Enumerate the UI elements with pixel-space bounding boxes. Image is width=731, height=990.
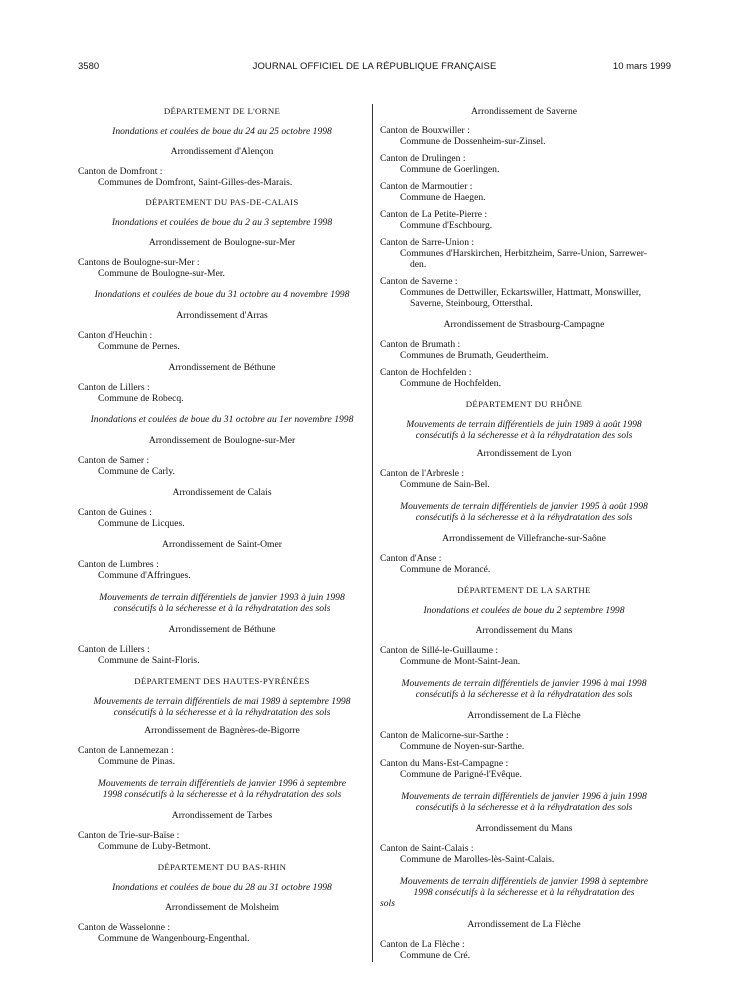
canton-label: Canton de Guines : — [78, 507, 152, 518]
commune-list: Communes de Domfront, Saint-Gilles-des-Marais. — [98, 177, 293, 188]
canton-label: Canton de Malicorne-sur-Sarthe : — [380, 730, 509, 741]
arrondissement-heading: Arrondissement de La Flèche — [467, 710, 581, 721]
arrondissement-heading: Arrondissement de Molsheim — [164, 902, 280, 913]
department-heading: DÉPARTEMENT DU RHÔNE — [465, 399, 583, 409]
commune-list: Commune de Licques. — [98, 518, 185, 529]
commune-list: Commune de Haegen. — [400, 192, 486, 203]
event-heading: Inondations et coulées de boue du 24 au 25 octobre 1998 — [112, 126, 332, 137]
canton-label: Canton de Lillers : — [78, 382, 150, 393]
commune-list: Commune de Pinas. — [98, 756, 176, 767]
canton-label: Canton de Marmoutier : — [380, 181, 473, 192]
arrondissement-heading: Arrondissement du Mans — [475, 823, 573, 834]
department-heading: DÉPARTEMENT DU BAS-RHIN — [157, 862, 287, 872]
arrondissement-heading: Arrondissement du Mans — [475, 625, 573, 636]
arrondissement-heading: Arrondissement de Tarbes — [171, 810, 273, 821]
commune-list: Commune d'Eschbourg. — [400, 220, 493, 231]
canton-label: Canton de Sarre-Union : — [380, 237, 475, 248]
canton-label: Canton de Lannemezan : — [78, 745, 174, 756]
canton-label: Canton de Wasselonne : — [78, 922, 171, 933]
commune-list: Commune de Boulogne-sur-Mer. — [98, 268, 225, 279]
commune-list: Commune de Cré. — [400, 950, 471, 961]
commune-list: Commune de Noyen-sur-Sarthe. — [400, 741, 525, 752]
event-heading: Inondations et coulées de boue du 28 au 31 octobre 1998 — [112, 882, 332, 893]
commune-list: Commune de Sain-Bel. — [400, 479, 490, 490]
canton-label: Canton de Brumath : — [380, 339, 461, 350]
department-heading: DÉPARTEMENT DES HAUTES-PYRÉNÉES — [134, 676, 310, 686]
issue-date: 10 mars 1999 — [612, 61, 671, 72]
arrondissement-heading: Arrondissement d'Alençon — [170, 146, 274, 157]
commune-list: Commune de Mont-Saint-Jean. — [400, 656, 521, 667]
event-heading: Mouvements de terrain différentiels de juin 1989 à août 1998 — [406, 419, 642, 430]
commune-list: Commune de Goerlingen. — [400, 164, 500, 175]
canton-label: Canton de Sillé-le-Guillaume : — [380, 645, 499, 656]
canton-label: Canton de Samer : — [78, 455, 150, 466]
commune-list: Commune de Wangenbourg-Engenthal. — [98, 933, 250, 944]
page-header — [78, 61, 671, 75]
arrondissement-heading: Arrondissement de Saint-Omer — [162, 539, 282, 550]
canton-label: Canton de Hochfelden : — [380, 367, 472, 378]
arrondissement-heading: Arrondissement de La Flèche — [467, 919, 581, 930]
commune-list: Commune de Pernes. — [98, 341, 180, 352]
commune-list: Commune de Dossenheim-sur-Zinsel. — [400, 136, 546, 147]
event-heading: Inondations et coulées de boue du 2 au 3 septembre 1998 — [111, 217, 333, 228]
canton-label: Canton de La Flèche : — [380, 939, 465, 950]
commune-list: Commune de Marolles-lès-Saint-Calais. — [400, 854, 555, 865]
event-heading-continued: consécutifs à la sécheresse et à la réhydratation des sols — [113, 707, 331, 718]
commune-list: Commune de Carly. — [98, 466, 175, 477]
arrondissement-heading: Arrondissement de Saverne — [470, 106, 578, 117]
event-heading-continued: consécutifs à la sécheresse et à la réhydratation des sols — [415, 802, 633, 813]
event-heading-continued: 1998 consécutifs à la sécheresse et à la réhydratation des — [413, 887, 635, 898]
event-heading-continued: consécutifs à la sécheresse et à la réhydratation des sols — [415, 689, 633, 700]
arrondissement-heading: Arrondissement de Lyon — [476, 448, 572, 459]
event-heading-continued: consécutifs à la sécheresse et à la réhydratation des sols — [415, 430, 633, 441]
event-heading-continued: consécutifs à la sécheresse et à la réhydratation des sols — [113, 603, 331, 614]
commune-list: Commune de Robecq. — [98, 393, 184, 404]
event-heading: Mouvements de terrain différentiels de mai 1989 à septembre 1998 — [93, 696, 351, 707]
canton-label: Canton du Mans-Est-Campagne : — [380, 758, 509, 769]
page-number: 3580 — [78, 61, 100, 72]
event-heading: Mouvements de terrain différentiels de janvier 1996 à mai 1998 — [401, 678, 647, 689]
commune-list: Commune de Morancé. — [400, 564, 491, 575]
event-heading: Inondations et coulées de boue du 2 septembre 1998 — [423, 605, 625, 616]
canton-label: Canton de l'Arbresle : — [380, 468, 465, 479]
commune-list: Communes d'Harskirchen, Herbitzheim, Sarre-Union, Sarrewer- — [400, 248, 647, 259]
event-heading: Mouvements de terrain différentiels de janvier 1995 à août 1998 — [400, 501, 648, 512]
event-heading-continued: sols — [380, 898, 395, 909]
canton-label: Canton de Domfront : — [78, 166, 163, 177]
arrondissement-heading: Arrondissement de Villefranche-sur-Saône — [442, 533, 606, 544]
commune-list: Commune de Luby-Betmont. — [98, 841, 211, 852]
department-heading: DÉPARTEMENT DE L'ORNE — [163, 106, 281, 116]
arrondissement-heading: Arrondissement de Boulogne-sur-Mer — [148, 237, 296, 248]
arrondissement-heading: Arrondissement de Strasbourg-Campagne — [443, 319, 605, 330]
commune-list: Commune de Parigné-l'Evêque. — [400, 769, 522, 780]
canton-label: Canton de Saverne : — [380, 276, 458, 287]
arrondissement-heading: Arrondissement de Boulogne-sur-Mer — [148, 435, 296, 446]
commune-list-continued: den. — [410, 259, 427, 270]
canton-label: Cantons de Boulogne-sur-Mer : — [78, 257, 200, 268]
event-heading: Mouvements de terrain différentiels de janvier 1993 à juin 1998 — [99, 592, 345, 603]
arrondissement-heading: Arrondissement de Béthune — [168, 362, 276, 373]
arrondissement-heading: Arrondissement de Béthune — [168, 624, 276, 635]
arrondissement-heading: Arrondissement de Bagnères-de-Bigorre — [144, 725, 300, 736]
event-heading: Mouvements de terrain différentiels de janvier 1996 à juin 1998 — [401, 791, 647, 802]
right-column — [380, 102, 668, 961]
arrondissement-heading: Arrondissement d'Arras — [176, 310, 268, 321]
canton-label: Canton d'Heuchin : — [78, 330, 153, 341]
journal-title: JOURNAL OFFICIEL DE LA RÉPUBLIQUE FRANÇAISE — [252, 61, 497, 72]
arrondissement-heading: Arrondissement de Calais — [172, 487, 272, 498]
event-heading: Mouvements de terrain différentiels de janvier 1996 à septembre — [97, 778, 347, 789]
commune-list: Commune de Saint-Floris. — [98, 655, 200, 666]
canton-label: Canton d'Anse : — [380, 553, 442, 564]
department-heading: DÉPARTEMENT DU PAS-DE-CALAIS — [145, 197, 299, 207]
commune-list: Commune de Hochfelden. — [400, 378, 501, 389]
event-heading-continued: consécutifs à la sécheresse et à la réhydratation des sols — [415, 512, 633, 523]
department-heading: DÉPARTEMENT DE LA SARTHE — [457, 585, 591, 595]
canton-label: Canton de Bouxwiller : — [380, 125, 470, 136]
left-column — [78, 102, 366, 944]
canton-label: Canton de La Petite-Pierre : — [380, 209, 488, 220]
event-heading: Inondations et coulées de boue du 31 octobre au 4 novembre 1998 — [94, 289, 350, 300]
event-heading: Inondations et coulées de boue du 31 octobre au 1er novembre 1998 — [90, 414, 354, 425]
column-divider — [372, 104, 373, 962]
commune-list: Communes de Brumath, Geudertheim. — [400, 350, 549, 361]
event-heading-continued: 1998 consécutifs à la sécheresse et à la réhydratation des sols — [102, 789, 342, 800]
canton-label: Canton de Lumbres : — [78, 559, 159, 570]
commune-list-continued: Saverne, Steinbourg, Ottersthal. — [410, 298, 533, 309]
canton-label: Canton de Lillers : — [78, 644, 150, 655]
commune-list: Communes de Dettwiller, Eckartswiller, Hattmatt, Monswiller, — [400, 287, 642, 298]
canton-label: Canton de Drulingen : — [380, 153, 466, 164]
canton-label: Canton de Trie-sur-Baïse : — [78, 830, 180, 841]
canton-label: Canton de Saint-Calais : — [380, 843, 474, 854]
commune-list: Commune d'Affringues. — [98, 570, 191, 581]
event-heading: Mouvements de terrain différentiels de janvier 1998 à septembre — [399, 876, 649, 887]
